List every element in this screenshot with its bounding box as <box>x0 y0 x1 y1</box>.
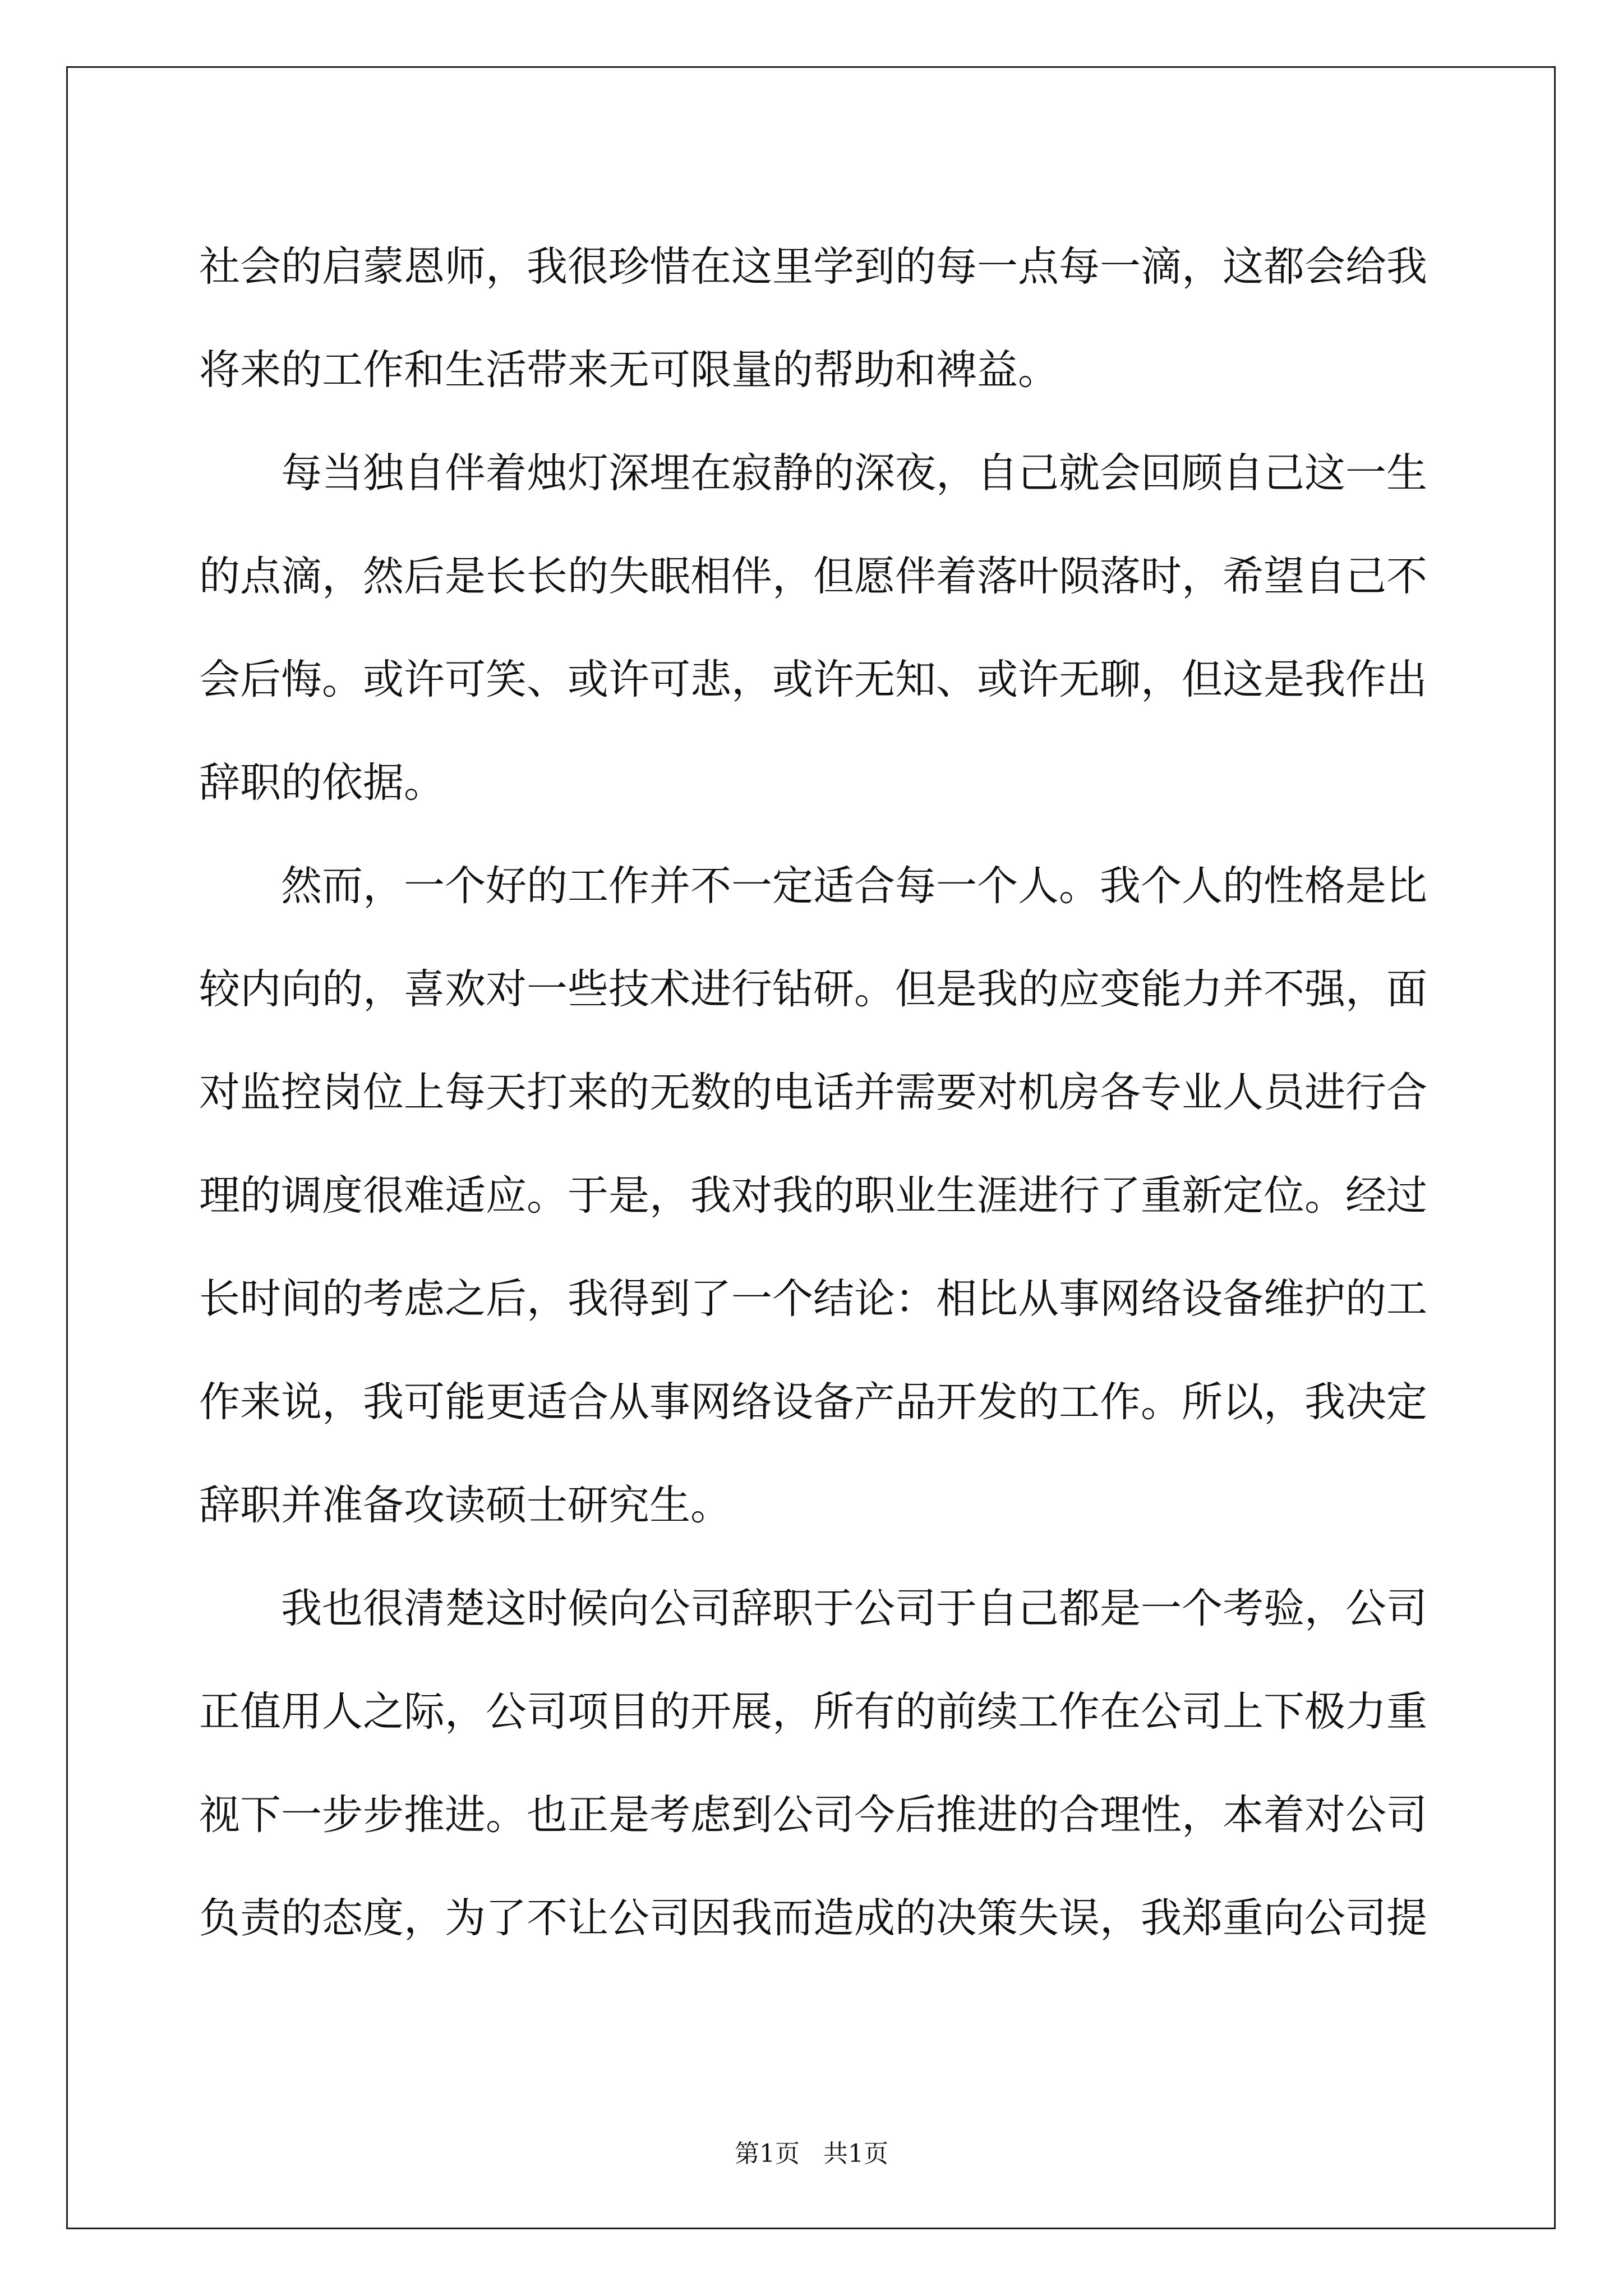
paragraph: 每当独自伴着烛灯深埋在寂静的深夜，自己就会回顾自己这一生的点滴，然后是长长的失眠相伴，但愿伴着落叶陨落时，希望自己不会后悔。或许可笑、或许可悲，或许无知、或许无聊，但这是我作出辞职的依据。 <box>199 449 1427 807</box>
paragraph: 我也很清楚这时候向公司辞职于公司于自己都是一个考验，公司正值用人之际，公司项目的开展，所有的前续工作在公司上下极力重视下一步步推进。也正是考虑到公司今后推进的合理性，本着对公司负责的态度，为了不让公司因我而造成的决策失误，我郑重向公司提 <box>199 1585 1427 1942</box>
paragraph: 然而，一个好的工作并不一定适合每一个人。我个人的性格是比较内向的，喜欢对一些技术进行钻研。但是我的应变能力并不强，面对监控岗位上每天打来的无数的电话并需要对机房各专业人员进行合理的调度很难适应。于是，我对我的职业生涯进行了重新定位。经过长时间的考虑之后，我得到了一个结论：相比从事网络设备维护的工作来说，我可能更适合从事网络设备产品开发的工作。所以，我决定辞职并准备攻读硕士研究生。 <box>199 862 1427 1529</box>
document-body <box>199 215 1427 1970</box>
paragraph: 社会的启蒙恩师，我很珍惜在这里学到的每一点每一滴，这都会给我将来的工作和生活带来无可限量的帮助和裨益。 <box>199 243 1427 394</box>
page-footer: 第1页 共1页 <box>735 2139 888 2168</box>
